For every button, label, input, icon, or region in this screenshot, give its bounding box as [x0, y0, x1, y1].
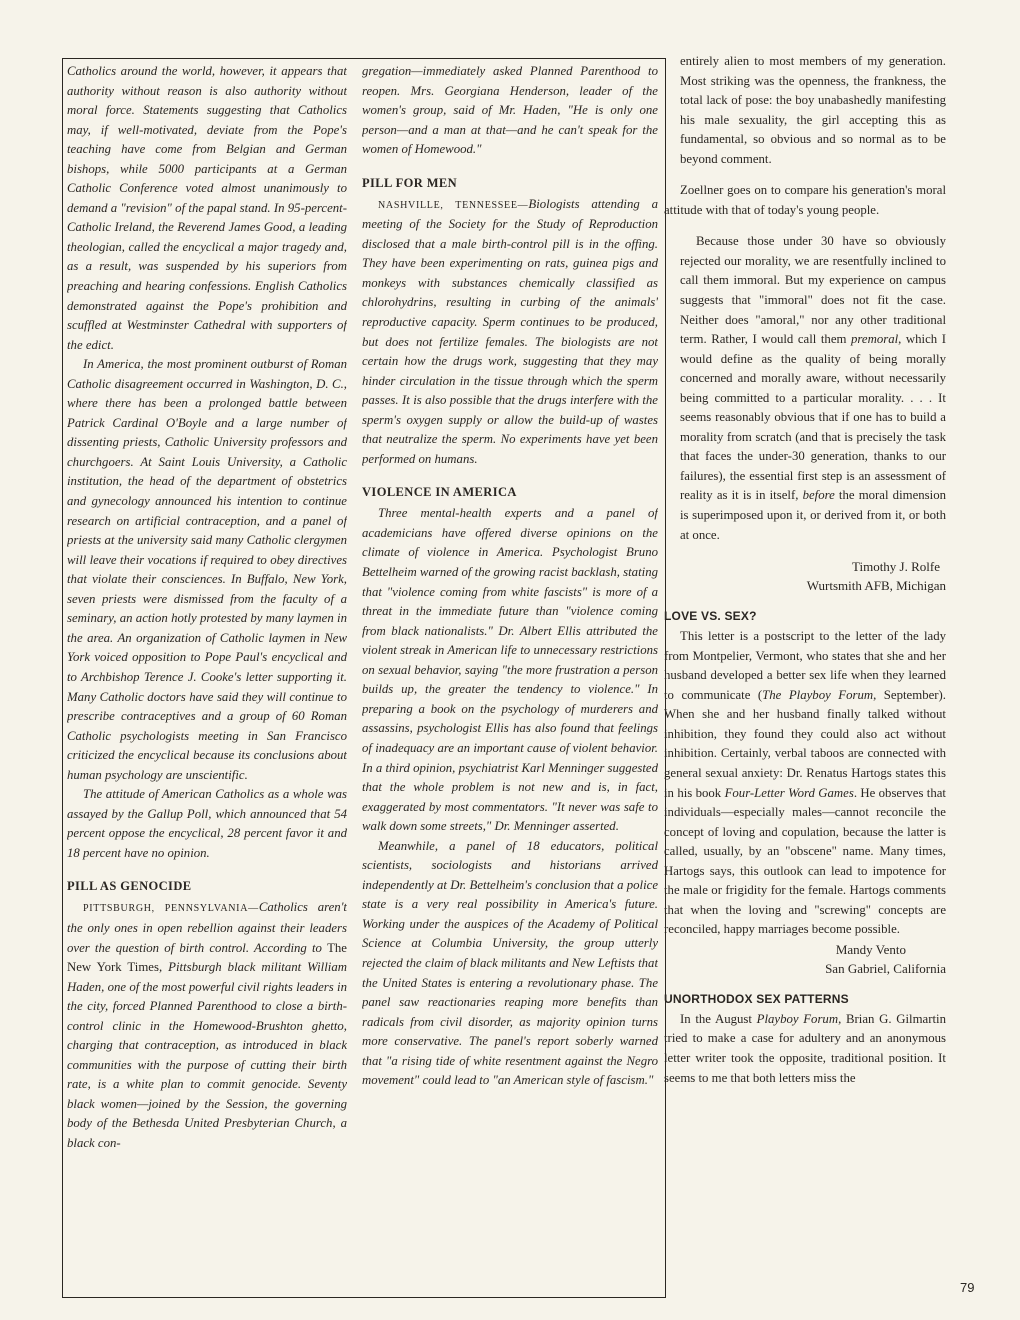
quote-before-word: before	[802, 488, 835, 503]
letters-column-right	[664, 52, 946, 1312]
dateline-nashville: NASHVILLE, TENNESSEE—	[378, 199, 529, 211]
signature-rolfe-place: Wurtsmith AFB, Michigan	[806, 578, 946, 594]
genocide-text-b: , Pittsburgh black militant William Haden, one of the most powerful civil rights leaders in the city, forced Planned Parenthood to close a birth-control clinic in the Homewood-Brushton ghetto, charging that contraception, as introduced in black communities with the purpose of cutting their birth rate, is a white plan to commit genocide. Seventy black women—joined by the Session, the governing body of the Bethesda United Presbyterian Church, a black con-	[67, 960, 347, 1150]
signature-rolfe-name: Timothy J. Rolfe	[851, 559, 940, 575]
premoral-quote	[680, 232, 946, 545]
genocide-text-a: Catholics aren't the only ones in open rebellion against their leaders over the question of birth control. According to	[67, 900, 347, 955]
planned-parenthood-paragraph: gregation—immediately asked Planned Parenthood to reopen. Mrs. Georgiana Henderson, leader of the women's group, said of Mr. Haden, "He is only one person—and a man at that—and he can't speak for the women of Homewood."	[362, 64, 658, 157]
news-column-left	[67, 62, 347, 1294]
heading-pill-for-men: PILL FOR MEN	[362, 175, 458, 190]
genocide-paragraph	[67, 898, 347, 1153]
love-vs-sex-paragraph	[664, 627, 946, 940]
quoted-passage-top	[680, 52, 946, 169]
quote-text-c: the moral dimension is superimposed upon it, or derived from it, or both at once.	[680, 488, 946, 542]
zoellner-paragraph: Zoellner goes on to compare his generation's moral attitude with that of today's young people.	[664, 183, 946, 217]
pill-for-men-text: Biologists attending a meeting of the Society for the Study of Reproduction disclosed that a male birth-control pill is in the offing. They have been experimenting on rats, guinea pigs and monkeys with substances chemically classified as chlorohydrins, resulting in curbing of the animals' reproductive capacity. Sperm continues to be produced, but does not fertilize females. The biologists are not certain how the drugs work, suggesting that they may hinder circulation in the tissue through which the sperm passes. It is also possible that the drugs interfere with the sperm's oxygen supply or allow the build-up of wastes that neutralize the sperm. No experiments have yet been performed on humans.	[362, 196, 658, 466]
quote-premoral-word: premoral	[851, 332, 899, 347]
signature-vento-place: San Gabriel, California	[825, 960, 946, 976]
love-text-c: . He observes that individuals—especially males—cannot reconcile the concept of loving and copulation, because the latter is called, usually, by an "obscene" name. Many times, Hartogs says, this outlook can lead to impotence for the male or frigidity for the female. Hartogs comments that when the loving and "screwing" concepts are reconciled, happy marriages become possible.	[664, 785, 946, 937]
love-book-title: Four-Letter Word Games	[724, 785, 854, 800]
love-text-b: , September). When she and her husband finally talked without inhibition, they found they could also act without inhibition. Certainly, verbal taboos are connected with general sexual anxiety: Dr. Renatus Hartogs states this in his book	[664, 687, 946, 800]
violence-paragraph-1: Three mental-health experts and a panel of academicians have offered diverse opinions on the climate of violence in America. Psychologist Bruno Bettelheim warned of the growing racist backlash, stating that "violence coming from white fascists" is more of a threat in the immediate future than "violence coming from black nationalists." Dr. Albert Ellis attributed the violent streak in American life to unnecessary restrictions on sexual behavior, saying "the more frustration a person builds up, the greater the tendency to violence." In preparing a book on the psychology of murderers and assassins, psychologist Ellis has also found that feelings of inadequacy are an important cause of violent behavior. In a third opinion, psychiatrist Karl Menninger suggested that the whole problem is not new and is, in fact, exaggerated by most commentators. "It never was safe to walk down some streets," Dr. Menninger asserted.	[362, 506, 658, 834]
letter-quote-continued: entirely alien to most members of my generation. Most striking was the openness, the frankness, the total lack of pose: the boy unabashedly manifesting his male sexuality, the girl accepting this as fundamental, so obvious and so normal as to be beyond comment.	[680, 54, 946, 166]
pill-for-men-paragraph	[362, 195, 658, 470]
unortho-text-b: , Brian G. Gilmartin tried to make a case for adultery and an anonymous letter writer took the opposite, traditional position. It seems to me that both letters miss the	[664, 1011, 946, 1085]
premoral-quote-text	[680, 232, 946, 545]
news-column-middle	[362, 62, 658, 1294]
dateline-pittsburgh: PITTSBURGH, PENNSYLVANIA—	[83, 903, 259, 915]
catholic-america-paragraph: In America, the most prominent outburst of Roman Catholic disagreement occurred in Washington, D. C., where there has been a prolonged battle between Patrick Cardinal O'Boyle and a large number of dissenting priests, Catholic University professors and churchgoers. At Saint Louis University, a Catholic institution, the head of the department of obstetrics and gynecology announced his intention to continue research on artificial contraception, and a panel of priests at the university said many Catholic clergymen will leave their vocations if required to obey directives that violate their consciences. In Buffalo, New York, seven priests were dismissed from the faculty of a seminary, an action hotly protested by many laymen in the area. An organization of Catholic laymen in New York voiced opposition to Pope Paul's encyclical and to Archbishop Terence J. Cooke's letter supporting it. Many Catholic doctors have said they will continue to prescribe contraceptives and a group of 60 Roman Catholic psychologists meeting in San Francisco criticized the encyclical because its conclusions about human psychology are unscientific.	[67, 357, 347, 782]
catholic-dissent-paragraph: Catholics around the world, however, it appears that authority without reason is also authority without moral force. Statements suggesting that Catholics may, if well-motivated, deviate from the Pope's teaching have come from Belgian and German bishops, while 5000 participants at a German Catholic Conference voted almost unanimously to demand a "revision" of the papal stand. In 95-percent-Catholic Ireland, the Reverend James Good, a leading theologian, called the encyclical a major tragedy and, as a result, was suspended by his superiors from preaching and hearing confessions. English Catholics demonstrated against the Pope's prohibition and scuffled at Westminster Cathedral with supporters of the edict.	[67, 64, 347, 352]
heading-violence-in-america: VIOLENCE IN AMERICA	[362, 485, 517, 500]
heading-love-vs-sex: LOVE VS. SEX?	[664, 609, 757, 624]
unortho-text-a: In the August	[680, 1011, 757, 1026]
signature-vento-name: Mandy Vento	[835, 941, 906, 957]
heading-unorthodox-sex-patterns: UNORTHODOX SEX PATTERNS	[664, 991, 849, 1006]
violence-paragraph-2: Meanwhile, a panel of 18 educators, political scientists, sociologists and historians arrived independently at Dr. Bettelheim's conclusion that a police state is a very real possibility in America's future. Working under the auspices of the Academy of Political Science at Columbia University, the group utterly rejected the claim of black militants and New Leftists that the United States is entering a revolutionary phase. The panel saw reactionaries reaping more benefits than radicals from civil disorder, as majority opinion turns more conservative. The panel's report soberly warned that "a rising tide of white resentment against the Negro movement" could lead to "an American style of fascism."	[362, 838, 658, 1088]
unortho-forum-title: Playboy Forum	[756, 1011, 839, 1026]
love-forum-title: The Playboy Forum	[762, 687, 874, 702]
love-text-a: This letter is a postscript to the letter of the lady from Montpelier, Vermont, who states that she and her husband developed a better sex life when they learned to communicate (	[664, 629, 946, 702]
heading-pill-as-genocide: PILL AS GENOCIDE	[67, 879, 192, 894]
page-number: 79	[960, 1280, 975, 1295]
unorthodox-paragraph	[664, 1010, 946, 1088]
quote-text-a: Because those under 30 have so obviously rejected our morality, we are resentfully inclined to call them immoral. But my experience on campus suggests that "immoral" does not fit the case. Neither does "amoral," nor any other traditional term. Rather, I would call them	[680, 234, 946, 347]
gallup-poll-paragraph: The attitude of American Catholics as a whole was assayed by the Gallup Poll, which announced that 54 percent oppose the encyclical, 28 percent favor it and 18 percent have no opinion.	[67, 787, 347, 860]
quote-text-b: , which I would define as the quality of being morally concerned and morally aware, without necessarily being committed to a particular morality. . . . It seems reasonably obvious that if one has to build a morality from scratch (and that is precisely the task that faces the under-30 generation, thanks to our failures), the essential first step is an assessment of reality as it is in itself,	[680, 332, 946, 503]
newspaper-name: The New York Times	[67, 940, 347, 975]
